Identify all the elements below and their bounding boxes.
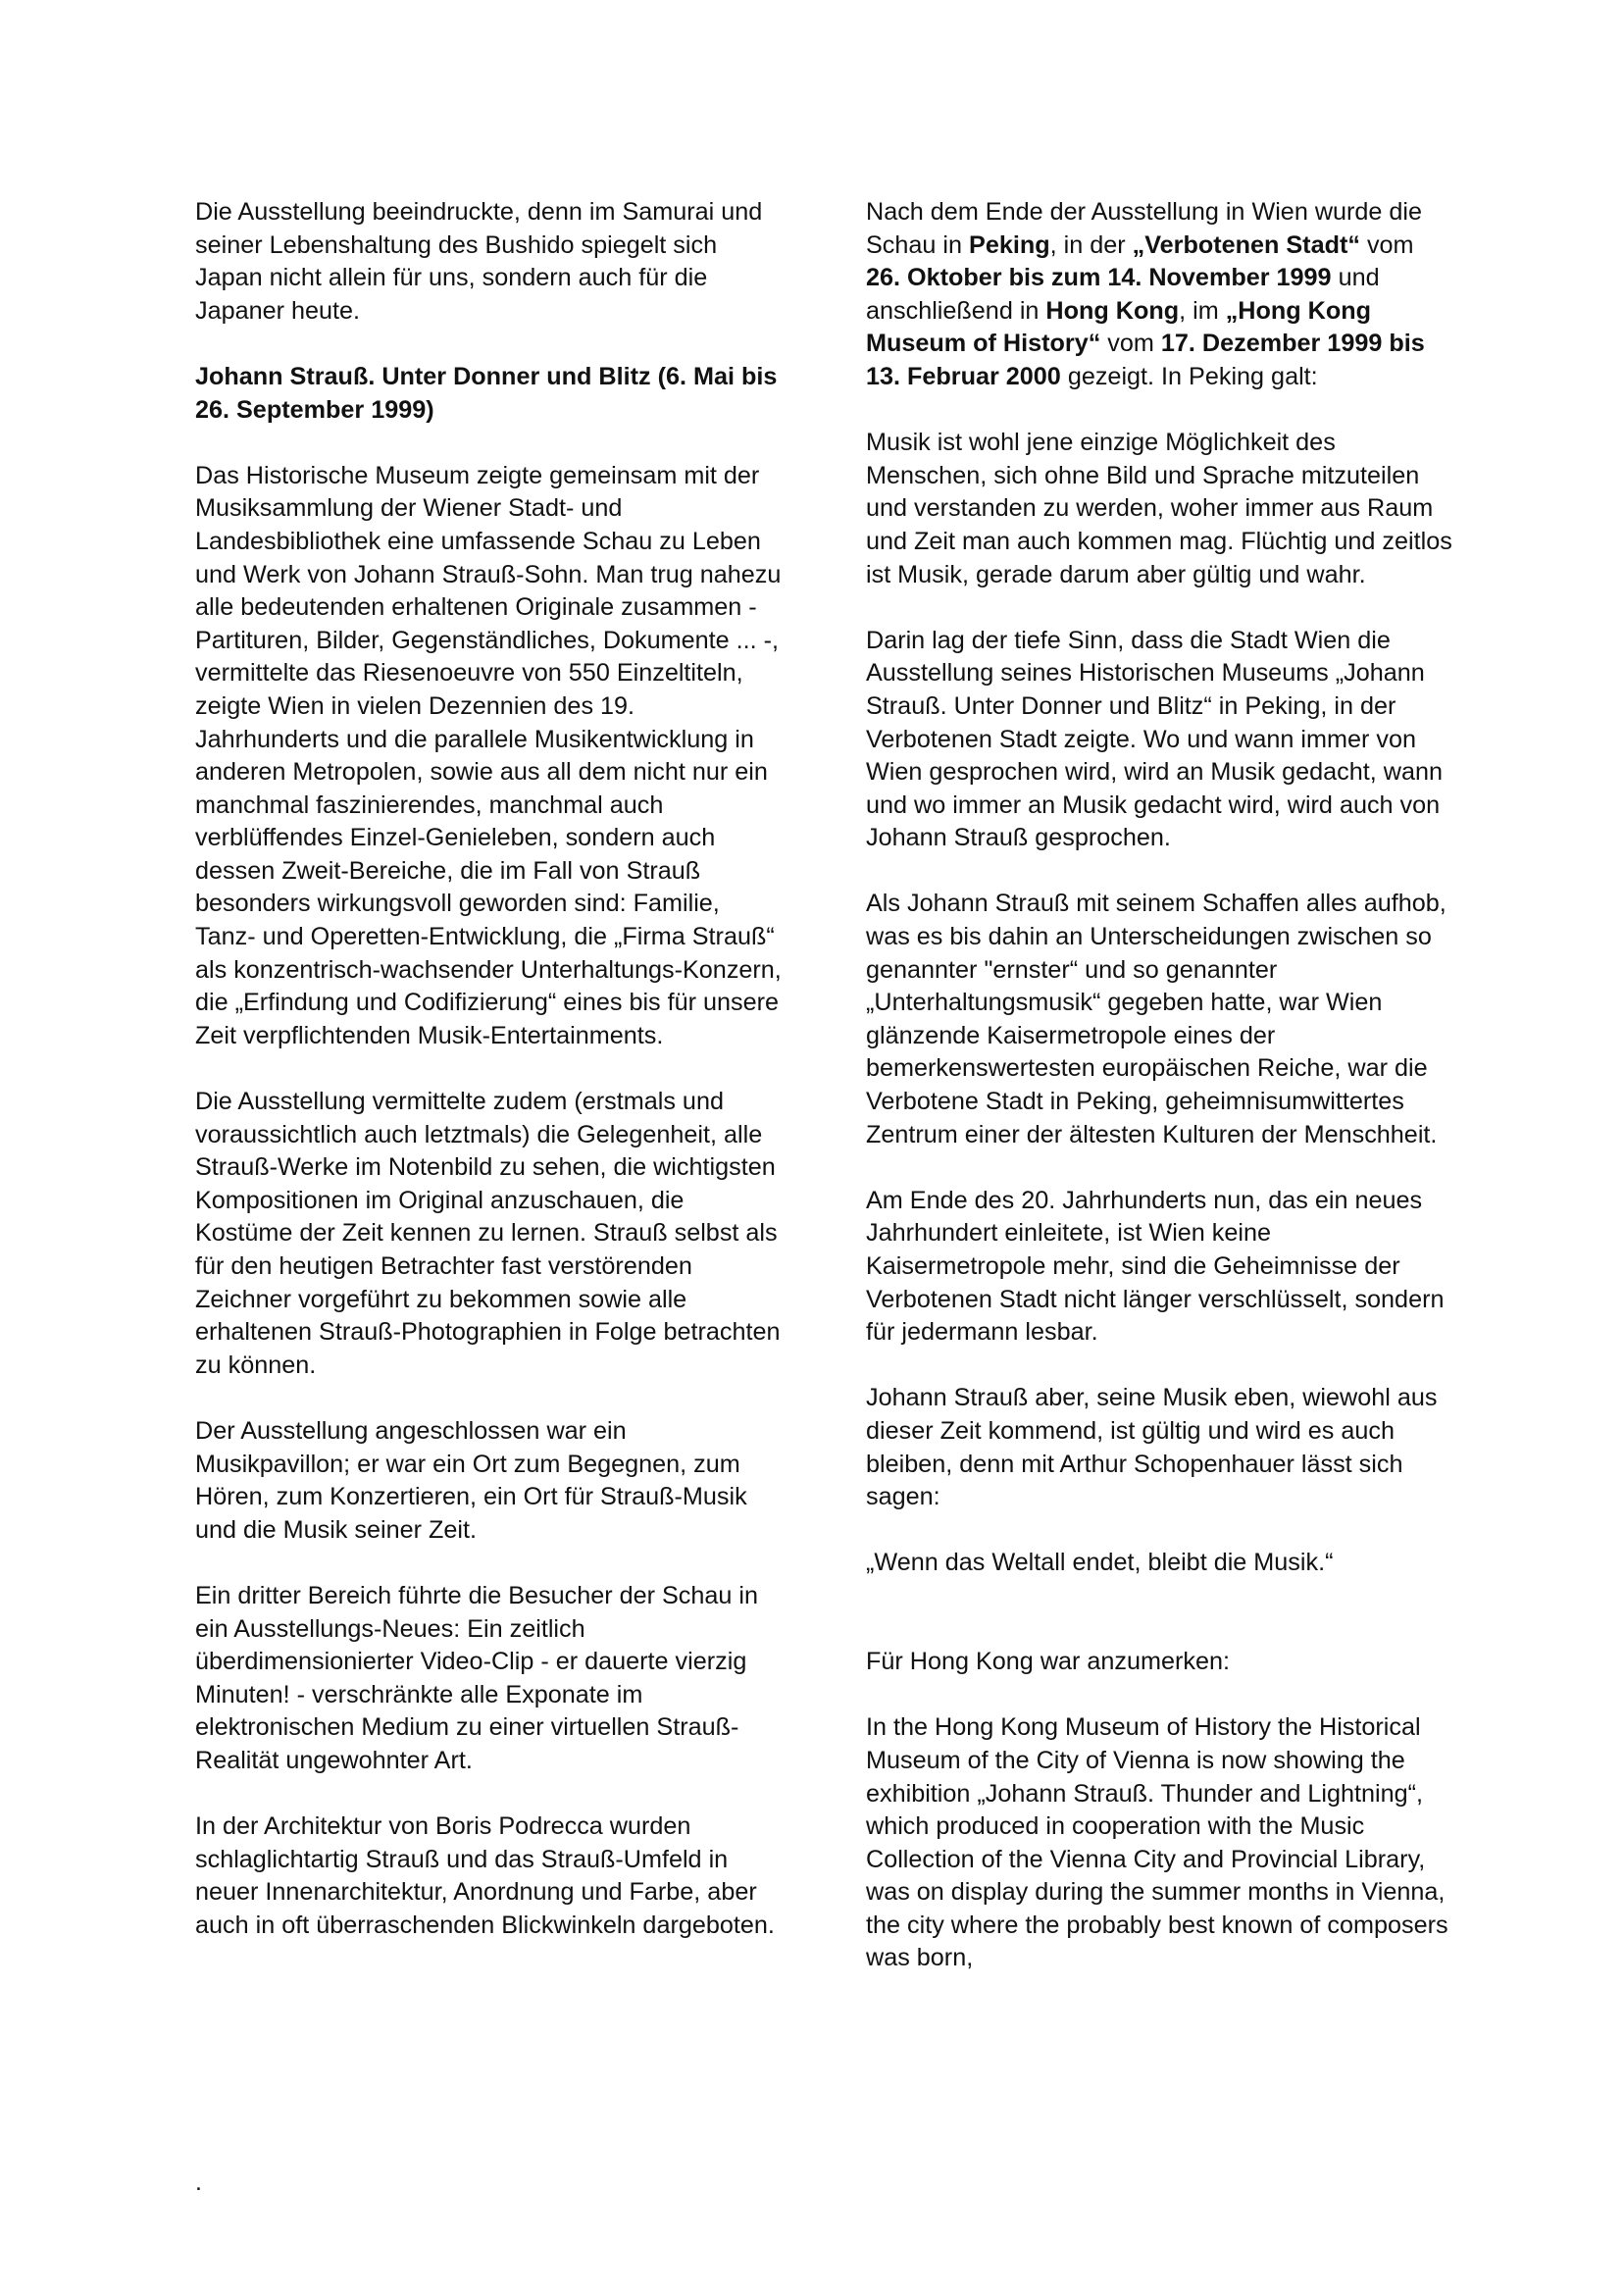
text-run: vom: [1359, 230, 1414, 259]
text-run: , in der: [1049, 230, 1133, 259]
bold-run-peking: Peking: [969, 230, 1050, 259]
section-heading-strauss: Johann Strauß. Unter Donner und Blitz (6. Mai bis 26. September 1999): [195, 362, 778, 424]
paragraph-peking-hongkong-dates: [866, 196, 1454, 394]
bold-run-peking-dates: 26. Oktober bis zum 14. November 1999: [866, 264, 1332, 292]
text-run: Nach dem Ende der Ausstellung in Wien wurde die Schau in: [866, 198, 1423, 259]
bold-run-forbidden-city: „Verbotenen Stadt“: [1132, 230, 1360, 259]
paragraph-museum-overview: Das Historische Museum zeigte gemeinsam mit der Musiksammlung der Wiener Stadt- und Landesbibliothek eine umfassende Schau zu Leben und Werk von Johann Strauß-Sohn. Man trug nahezu alle bedeutenden erhaltenen Originale zusammen - Partituren, Bilder, Gegenständliches, Dokumente ... -, vermittelte das Riesenoeuvre von 550 Einzeltiteln, zeigte Wien in vielen Dezennien des 19. Jahrhunderts und die parallele Musikentwicklung in anderen Metropolen, sowie aus all dem nicht nur ein manchmal faszinierendes, manchmal auch verblüffendes Einzel-Genieleben, sondern auch dessen Zweit-Bereiche, die im Fall von Strauß besonders wirkungsvoll geworden sind: Familie, Tanz- und Operetten-Entwicklung, die „Firma Strauß“ als konzentrisch-wachsender Unterhaltungs-Konzern, die „Erfindung und Codifizierung“ eines bis für unsere Zeit verpflichtenden Musik-Entertainments.: [195, 461, 782, 1049]
paragraph-architecture: In der Architektur von Boris Podrecca wurden schlaglichtartig Strauß und das Strauß-Umfeld in neuer Innenarchitektur, Anordnung und Farbe, aber auch in oft überraschenden Blickwinkeln dargeboten.: [195, 1812, 775, 1939]
paragraph-video-clip: Ein dritter Bereich führte die Besucher der Schau in ein Ausstellungs-Neues: Ein zeitlich überdimensionierter Video-Clip - er dauerte vierzig Minuten! - verschränkte alle Exponate im elektronischen Medium zu einer virtuellen Strauß-Realität ungewohnter Art.: [195, 1581, 759, 1774]
left-column: [195, 196, 784, 1975]
paragraph-music-pavilion: Der Ausstellung angeschlossen war ein Musikpavillon; er war ein Ort zum Begegnen, zum Hören, zum Konzertieren, ein Ort für Strauß-Musik und die Musik seiner Zeit.: [195, 1416, 747, 1544]
text-run: und anschließend in: [866, 264, 1380, 325]
footer-mark: .: [195, 2168, 202, 2196]
bold-run-museum-of-history: „Hong Kong Museum of History“: [866, 296, 1371, 358]
paragraph-deep-sense: Darin lag der tiefe Sinn, dass die Stadt Wien die Ausstellung seines Historischen Museums „Johann Strauß. Unter Donner und Blitz“ in Peking, in der Verbotenen Stadt zeigte. Wo und wann immer von Wien gesprochen wird, wird an Musik gedacht, wann und wo immer an Musik gedacht wird, wird auch von Johann Strauß gesprochen.: [866, 626, 1443, 852]
text-run: , im: [1179, 296, 1226, 325]
paragraph-schopenhauer: Johann Strauß aber, seine Musik eben, wiewohl aus dieser Zeit kommend, ist gültig und wird es auch bleiben, denn mit Arthur Schopenhauer lässt sich sagen:: [866, 1384, 1438, 1511]
text-run: vom: [1100, 330, 1161, 358]
spacer: [866, 1613, 1454, 1647]
paragraph-english-hong-kong: In the Hong Kong Museum of History the Historical Museum of the City of Vienna is now showing the exhibition „Johann Strauß. Thunder and Lightning“, which produced in cooperation with the Music Collection of the Vienna City and Provincial Library, was on display during the summer months in Vienna, the city where the probably best known of composers was born,: [866, 1713, 1448, 1972]
bold-run-hong-kong: Hong Kong: [1045, 296, 1180, 325]
right-column: [866, 196, 1454, 2009]
bold-run-hong-kong-dates: 17. Dezember 1999 bis 13. Februar 2000: [866, 330, 1425, 390]
paragraph-exhibition-opportunity: Die Ausstellung vermittelte zudem (erstmals und voraussichtlich auch letztmals) die Gelegenheit, alle Strauß-Werke im Notenbild zu sehen, die wichtigsten Kompositionen im Original anzuschauen, die Kostüme der Zeit kennen zu lernen. Strauß selbst als für den heutigen Betrachter fast verstörenden Zeichner vorgeführt zu bekommen sowie alle erhaltenen Strauß-Photographien in Folge betrachten zu können.: [195, 1088, 781, 1379]
paragraph-music-meaning: Musik ist wohl jene einzige Möglichkeit des Menschen, sich ohne Bild und Sprache mitzuteilen und verstanden zu werden, woher immer aus Raum und Zeit man auch kommen mag. Flüchtig und zeitlos ist Musik, gerade darum aber gültig und wahr.: [866, 429, 1452, 588]
paragraph-hong-kong-note: Für Hong Kong war anzumerken:: [866, 1648, 1230, 1676]
paragraph-samurai: Die Ausstellung beeindruckte, denn im Samurai und seiner Lebenshaltung des Bushido spiegelt sich Japan nicht allein für uns, sondern auch für die Japaner heute.: [195, 198, 763, 325]
paragraph-kaisermetropole: Als Johann Strauß mit seinem Schaffen alles aufhob, was es bis dahin an Unterscheidungen zwischen so genannter "ernster“ und so genannter „Unterhaltungsmusik“ gegeben hatte, war Wien glänzende Kaisermetropole eines der bemerkenswertesten europäischen Reiche, war die Verbotene Stadt in Peking, geheimnisumwittertes Zentrum einer der ältesten Kulturen der Menschheit.: [866, 890, 1446, 1148]
quote-weltall: „Wenn das Weltall endet, bleibt die Musik.“: [866, 1549, 1334, 1577]
paragraph-end-of-century: Am Ende des 20. Jahrhunderts nun, das ein neues Jahrhundert einleitete, ist Wien keine Kaisermetropole mehr, sind die Geheimnisse der Verbotenen Stadt nicht länger verschlüsselt, sondern für jedermann lesbar.: [866, 1186, 1445, 1347]
text-run: gezeigt. In Peking galt:: [1060, 362, 1318, 390]
